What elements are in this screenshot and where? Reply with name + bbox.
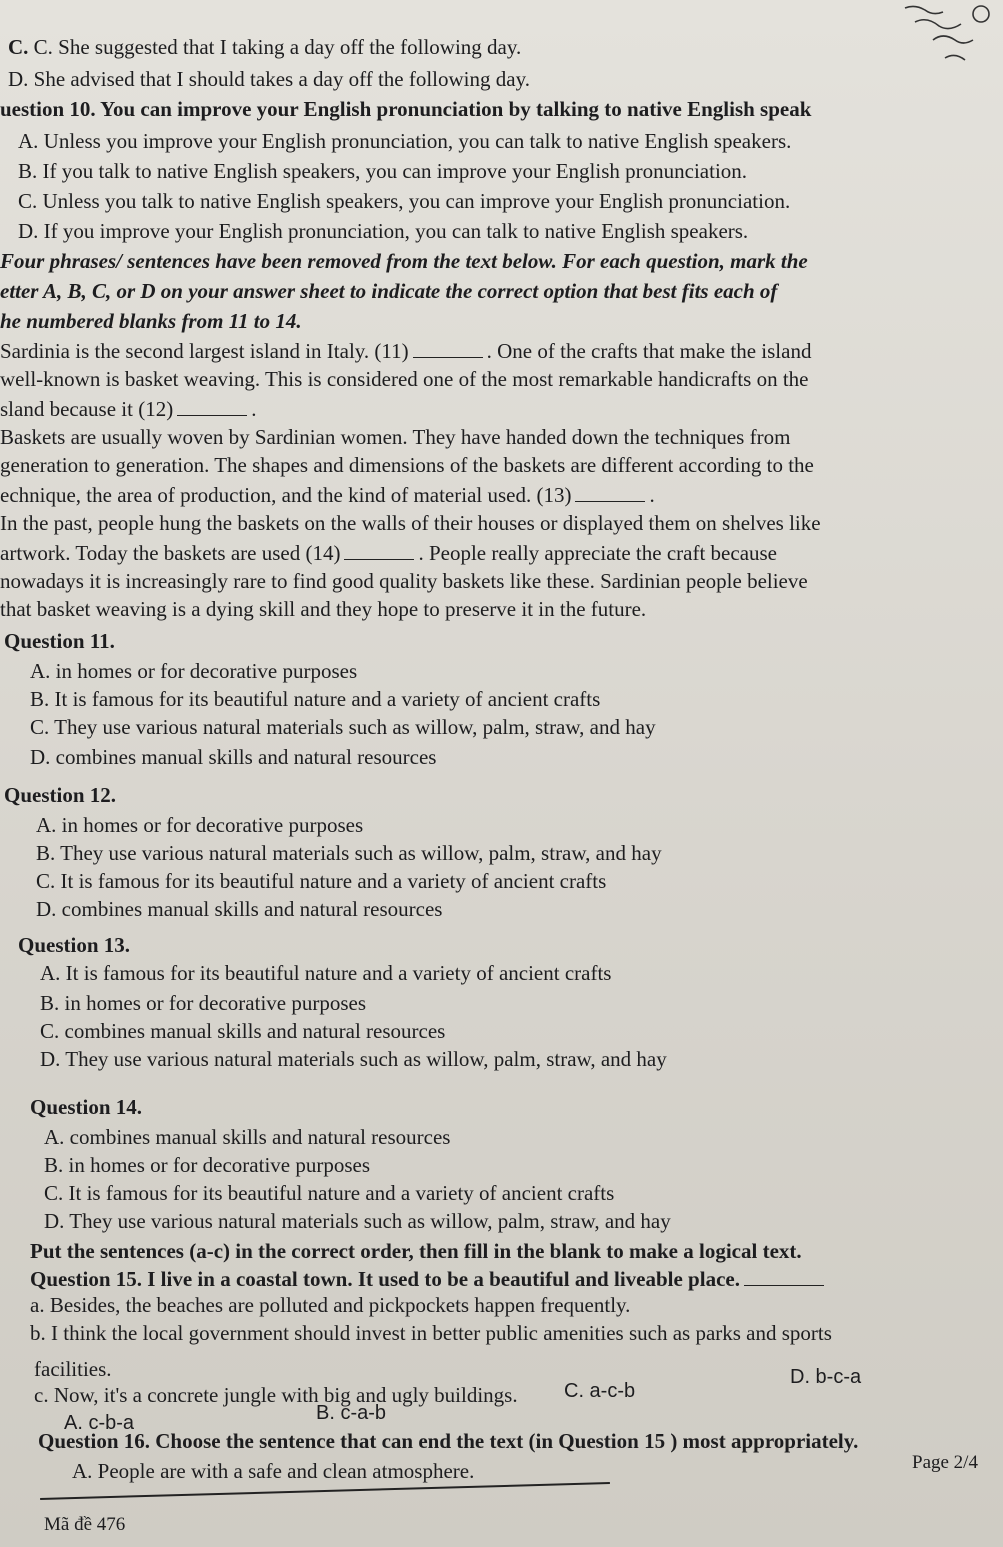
passage-line-8: artwork. Today the baskets are used (14) . People really appreciate the craft because bbox=[0, 541, 778, 565]
q11-option-a[interactable]: A. in homes or for decorative purposes bbox=[30, 659, 358, 683]
q13-title: Question 13. bbox=[18, 933, 131, 957]
passage-line-6: echnique, the area of production, and the kind of material used. (13) . bbox=[0, 483, 655, 507]
q9-option-c: C. C. She suggested that I taking a day off the following day. bbox=[8, 35, 522, 59]
passage-line-4: Baskets are usually woven by Sardinian women. They have handed down the techniques from bbox=[0, 425, 791, 449]
blank-12[interactable] bbox=[177, 397, 247, 416]
q12-option-a[interactable]: A. in homes or for decorative purposes bbox=[36, 813, 364, 837]
q14-option-d[interactable]: D. They use various natural materials such as willow, palm, straw, and hay bbox=[44, 1209, 671, 1233]
q14-option-b[interactable]: B. in homes or for decorative purposes bbox=[44, 1153, 371, 1177]
q11-option-b[interactable]: B. It is famous for its beautiful nature and a variety of ancient crafts bbox=[30, 687, 601, 711]
instruction-line-1: Four phrases/ sentences have been removed from the text below. For each question, mark the bbox=[0, 249, 808, 273]
q10-option-c: C. Unless you talk to native English speakers, you can improve your English pronunciation. bbox=[18, 189, 791, 213]
instruction-line-2: etter A, B, C, or D on your answer sheet to indicate the correct option that best fits each of bbox=[0, 279, 778, 303]
blank-11[interactable] bbox=[413, 339, 483, 358]
q11-option-c[interactable]: C. They use various natural materials such as willow, palm, straw, and hay bbox=[30, 715, 656, 739]
q10-option-d: D. If you improve your English pronunciation, you can talk to native English speakers. bbox=[18, 219, 749, 243]
passage-line-10: that basket weaving is a dying skill and they hope to preserve it in the future. bbox=[0, 597, 647, 621]
q14-title: Question 14. bbox=[30, 1095, 143, 1119]
q12-option-d[interactable]: D. combines manual skills and natural resources bbox=[36, 897, 443, 921]
q15-option-c[interactable]: C. a-c-b bbox=[564, 1380, 636, 1402]
q12-option-c[interactable]: C. It is famous for its beautiful nature and a variety of ancient crafts bbox=[36, 869, 607, 893]
q14-option-c[interactable]: C. It is famous for its beautiful nature and a variety of ancient crafts bbox=[44, 1181, 615, 1205]
page-number: Page 2/4 bbox=[912, 1452, 978, 1473]
passage-line-9: nowadays it is increasingly rare to find good quality baskets like these. Sardinian people believe bbox=[0, 569, 808, 593]
passage-line-7: In the past, people hung the baskets on the walls of their houses or displayed them on shelves like bbox=[0, 511, 821, 535]
blank-13[interactable] bbox=[575, 483, 645, 502]
passage-line-2: well-known is basket weaving. This is considered one of the most remarkable handicrafts on the bbox=[0, 367, 809, 391]
q14-option-a[interactable]: A. combines manual skills and natural resources bbox=[44, 1125, 451, 1149]
blank-14[interactable] bbox=[344, 541, 414, 560]
passage-line-3: sland because it (12) . bbox=[0, 397, 257, 421]
q9-option-d: D. She advised that I should takes a day off the following day. bbox=[8, 67, 530, 91]
q15-sentence-c: c. Now, it's a concrete jungle with big and ugly buildings. bbox=[34, 1383, 518, 1407]
q15-sentence-a: a. Besides, the beaches are polluted and pickpockets happen frequently. bbox=[30, 1293, 631, 1317]
q15-option-b[interactable]: B. c-a-b bbox=[316, 1402, 387, 1424]
q13-option-c[interactable]: C. combines manual skills and natural resources bbox=[40, 1019, 446, 1043]
q15-sentence-b-2: facilities. bbox=[34, 1357, 112, 1381]
q11-option-d[interactable]: D. combines manual skills and natural resources bbox=[30, 745, 437, 769]
q15-sentence-b-1: b. I think the local government should invest in better public amenities such as parks and sports bbox=[30, 1321, 832, 1345]
q13-option-d[interactable]: D. They use various natural materials such as willow, palm, straw, and hay bbox=[40, 1047, 667, 1071]
q15-option-d[interactable]: D. b-c-a bbox=[790, 1366, 862, 1388]
q10-stem: uestion 10. You can improve your English pronunciation by talking to native English speak bbox=[0, 97, 812, 121]
passage-line-1: Sardinia is the second largest island in Italy. (11) . One of the crafts that make the island bbox=[0, 339, 812, 363]
q10-option-a: A. Unless you improve your English pronunciation, you can talk to native English speakers. bbox=[18, 129, 792, 153]
exam-code: Mã đề 476 bbox=[44, 1514, 126, 1535]
footer-rule bbox=[40, 1482, 610, 1499]
q11-title: Question 11. bbox=[4, 629, 115, 653]
q12-title: Question 12. bbox=[4, 783, 117, 807]
handwritten-margin-note bbox=[885, 0, 995, 80]
blank-q15[interactable] bbox=[744, 1267, 824, 1286]
q10-option-b: B. If you talk to native English speakers, you can improve your English pronunciation. bbox=[18, 159, 748, 183]
q16-stem: Question 16. Choose the sentence that can end the text (in Question 15 ) most appropriately. bbox=[38, 1429, 859, 1453]
q15-option-a[interactable]: A. c-b-a bbox=[64, 1412, 135, 1434]
passage-line-5: generation to generation. The shapes and dimensions of the baskets are different according to the bbox=[0, 453, 814, 477]
q16-option-a[interactable]: A. People are with a safe and clean atmosphere. bbox=[72, 1459, 475, 1483]
q13-option-b[interactable]: B. in homes or for decorative purposes bbox=[40, 991, 367, 1015]
q12-option-b[interactable]: B. They use various natural materials such as willow, palm, straw, and hay bbox=[36, 841, 662, 865]
instruction-line-3: he numbered blanks from 11 to 14. bbox=[0, 309, 302, 333]
ordering-instruction: Put the sentences (a-c) in the correct order, then fill in the blank to make a logical text. bbox=[30, 1239, 802, 1263]
q15-stem: Question 15. I live in a coastal town. It used to be a beautiful and liveable place. bbox=[30, 1266, 828, 1292]
q13-option-a[interactable]: A. It is famous for its beautiful nature and a variety of ancient crafts bbox=[40, 961, 612, 985]
